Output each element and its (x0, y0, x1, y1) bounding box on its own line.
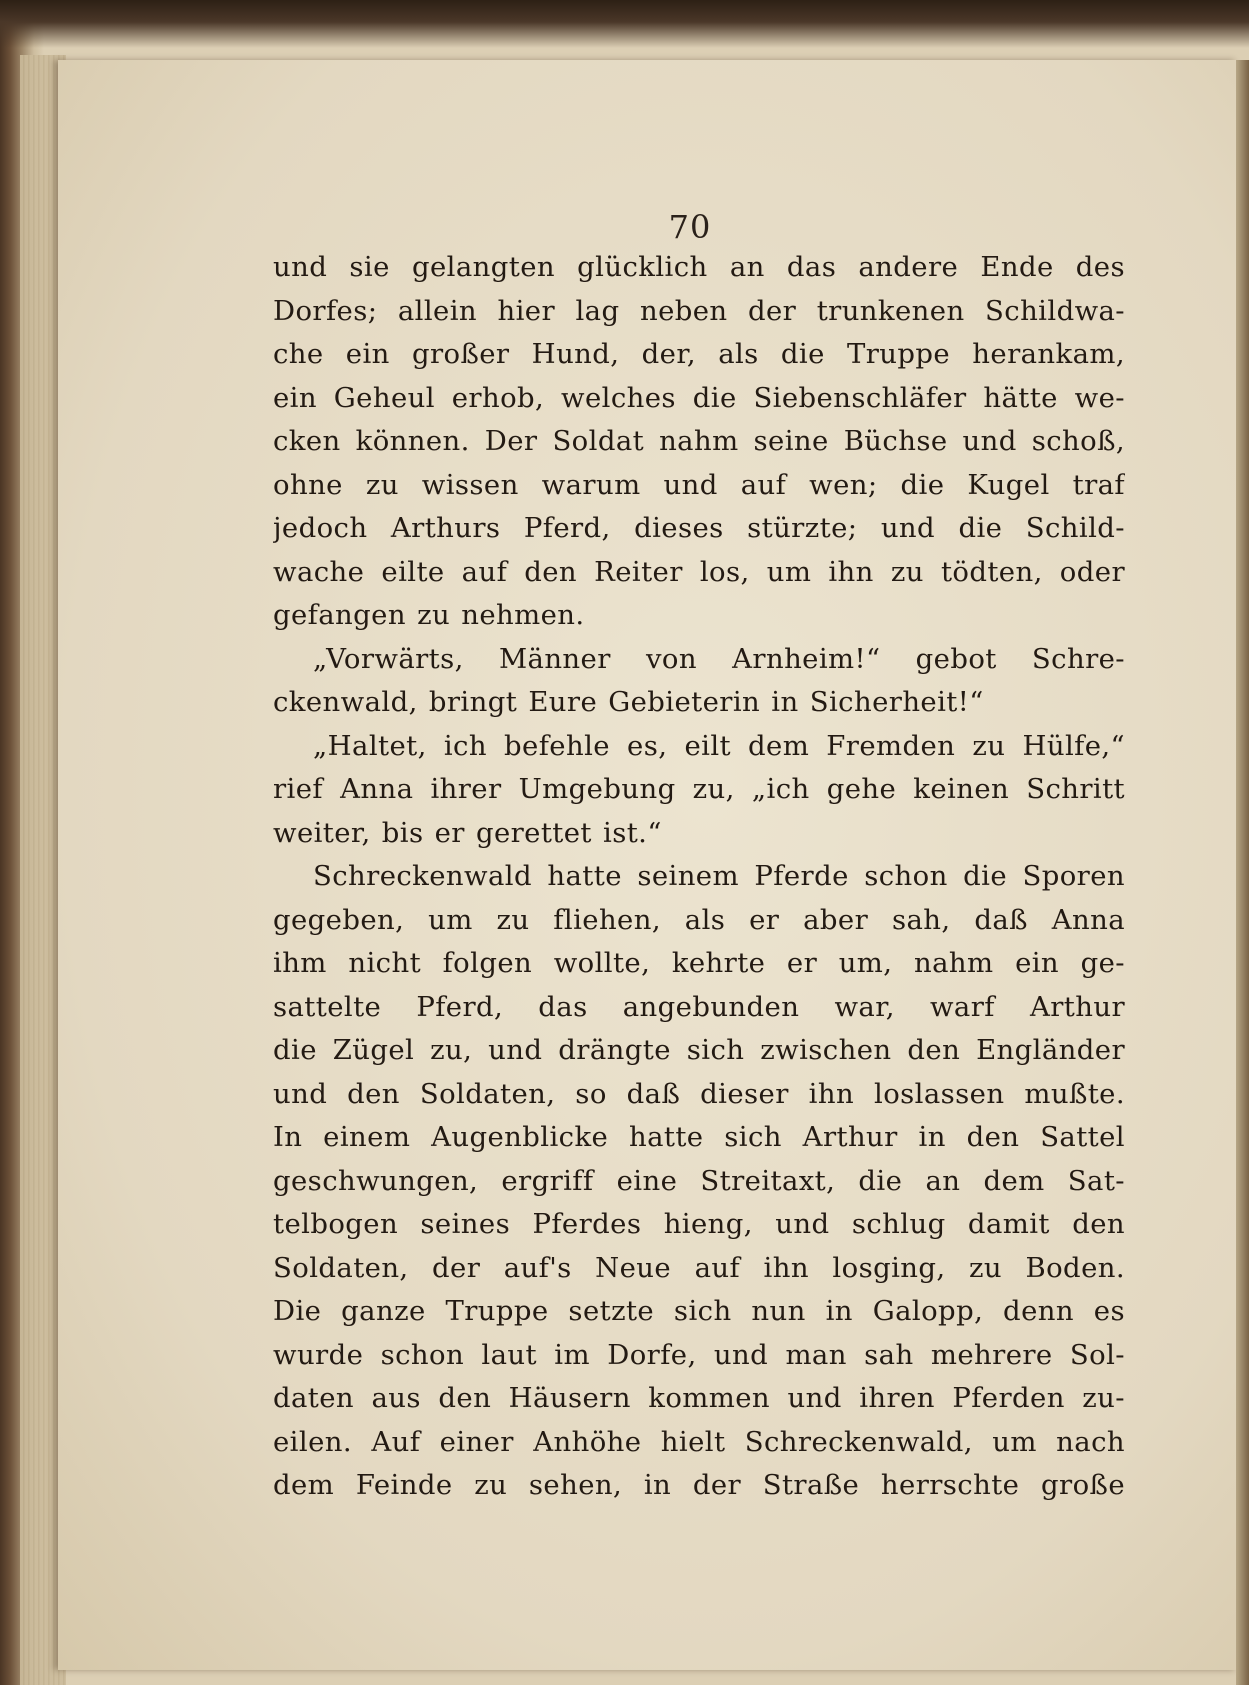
text-line: che ein großer Hund, der, als die Truppe herankam, (273, 338, 1125, 370)
text-line: In einem Augenblicke hatte sich Arthur in den Sattel (273, 1121, 1125, 1153)
text-line: jedoch Arthurs Pferd, dieses stürzte; und die Schild- (273, 512, 1125, 544)
text-line: und den Soldaten, so daß dieser ihn loslassen mußte. (273, 1077, 1125, 1110)
text-line: weiter, bis er gerettet ist.“ (273, 816, 662, 849)
text-line: telbogen seines Pferdes hieng, und schlug damit den (273, 1208, 1125, 1240)
text-line: Die ganze Truppe setzte sich nun in Galopp, denn es (273, 1295, 1125, 1327)
text-line: wache eilte auf den Reiter los, um ihn zu tödten, oder (273, 555, 1125, 588)
book-top-shadow (0, 0, 1249, 48)
text-line: dem Feinde zu sehen, in der Straße herrschte große (273, 1469, 1125, 1501)
text-line: ihm nicht folgen wollte, kehrte er um, nahm ein ge- (273, 947, 1125, 979)
text-line: und sie gelangten glücklich an das andere Ende des (273, 251, 1125, 283)
text-line: daten aus den Häusern kommen und ihren Pferden zu- (273, 1382, 1125, 1414)
text-line: Schreckenwald hatte seinem Pferde schon die Sporen (313, 860, 1125, 892)
text-line: Dorfes; allein hier lag neben der trunkenen Schildwa- (273, 294, 1125, 327)
text-line: rief Anna ihrer Umgebung zu, „ich gehe keinen Schritt (273, 773, 1125, 805)
text-line: eilen. Auf einer Anhöhe hielt Schreckenwald, um nach (273, 1425, 1125, 1458)
text-line: ckenwald, bringt Eure Gebieterin in Sicherheit!“ (273, 686, 984, 718)
book-right-edge (1236, 60, 1249, 1685)
text-line: sattelte Pferd, das angebunden war, warf Arthur (273, 990, 1125, 1023)
page-number: 70 (668, 208, 712, 246)
text-line: „Vorwärts, Männer von Arnheim!“ gebot Schre- (313, 642, 1125, 675)
text-line: die Zügel zu, und drängte sich zwischen den Engländer (273, 1034, 1125, 1066)
text-line: geschwungen, ergriff eine Streitaxt, die an dem Sat- (273, 1164, 1125, 1197)
text-line: wurde schon laut im Dorfe, und man sah mehrere Sol- (273, 1338, 1125, 1371)
text-line: cken können. Der Soldat nahm seine Büchse und schoß, (273, 425, 1125, 457)
text-line: Soldaten, der auf's Neue auf ihn losging, zu Boden. (273, 1251, 1125, 1284)
text-line: „Haltet, ich befehle es, eilt dem Fremden zu Hülfe,“ (313, 729, 1125, 762)
text-line: gegeben, um zu fliehen, als er aber sah, daß Anna (273, 903, 1125, 936)
text-line: ohne zu wissen warum und auf wen; die Kugel traf (273, 468, 1125, 501)
body-text (273, 246, 1125, 1508)
text-line: ein Geheul erhob, welches die Siebenschläfer hätte we- (273, 381, 1125, 414)
text-line: gefangen zu nehmen. (273, 599, 585, 631)
